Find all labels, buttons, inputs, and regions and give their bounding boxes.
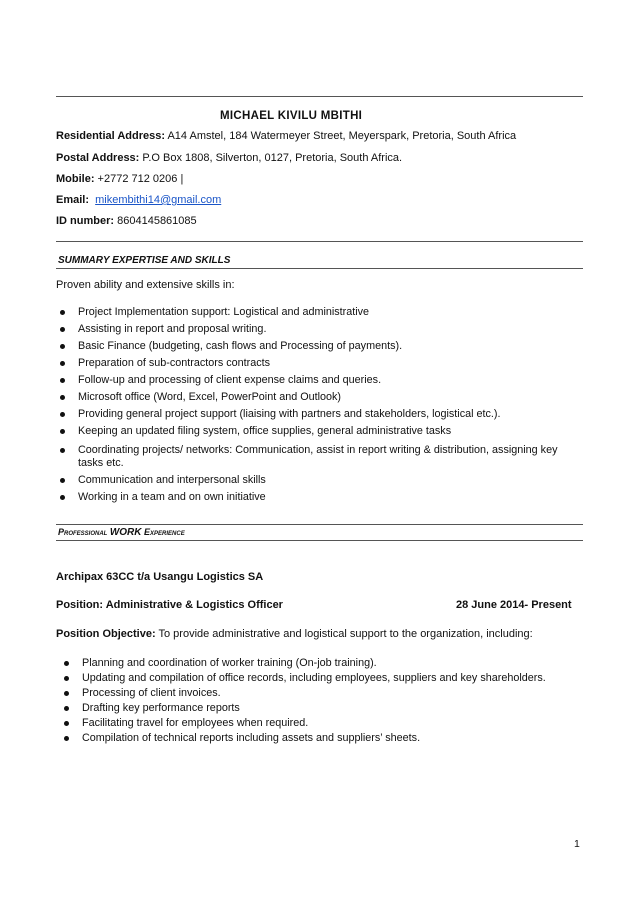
experience-heading: Professional WORK Experience [58,527,185,538]
email-label: Email: [56,194,90,206]
bullet-icon [60,478,65,483]
bullet-icon [60,361,65,366]
list-item: Drafting key performance reports [82,702,582,715]
mobile [56,173,183,185]
candidate-name: MICHAEL KIVILU MBITHI [220,110,363,122]
list-item: Updating and compilation of office records, including employees, suppliers and key shareholders. [82,672,582,685]
list-item: Compilation of technical reports including assets and suppliers’ sheets. [82,732,582,745]
residential-label: Residential Address: [56,130,166,142]
page-number: 1 [574,838,580,850]
bullet-icon [64,691,69,696]
list-item: Preparation of sub-contractors contracts [78,357,578,370]
mobile-value: +2772 712 0206 | [94,173,184,185]
postal-label: Postal Address: [56,152,140,164]
top-rule [56,96,583,97]
list-item: Microsoft office (Word, Excel, PowerPoint and Outlook) [78,391,578,404]
list-item: Facilitating travel for employees when required. [82,717,582,730]
list-item: Keeping an updated filing system, office supplies, general administrative tasks [78,425,578,438]
experience-rule-bottom [56,540,583,541]
bullet-icon [64,736,69,741]
summary-rule-top [56,241,583,242]
bullet-icon [60,448,65,453]
company-name: Archipax 63CC t/a Usangu Logistics SA [56,571,264,583]
bullet-icon [60,412,65,417]
objective-label: Position Objective: [56,628,156,640]
list-item: Processing of client invoices. [82,687,582,700]
id-value: 8604145861085 [114,215,197,227]
skills-list [78,306,578,504]
email [56,194,221,206]
experience-rule-top [56,524,583,525]
residential-address [56,130,516,142]
list-item: Communication and interpersonal skills [78,474,578,487]
mobile-label: Mobile: [56,173,95,185]
id-number [56,215,197,227]
bullet-icon [60,378,65,383]
list-item: Providing general project support (liaising with partners and stakeholders, logistical etc.). [78,408,578,421]
bullet-icon [64,676,69,681]
summary-rule-bottom [56,268,583,269]
email-link[interactable]: mikembithi14@gmail.com [95,194,222,206]
bullet-icon [64,721,69,726]
bullet-icon [60,327,65,332]
bullet-icon [60,310,65,315]
list-item: Working in a team and on own initiative [78,491,578,504]
position-date: 28 June 2014- Present [456,599,572,611]
list-item: Follow-up and processing of client expense claims and queries. [78,374,578,387]
residential-value: A14 Amstel, 184 Watermeyer Street, Meyerspark, Pretoria, South Africa [165,130,517,142]
id-label: ID number: [56,215,115,227]
bullet-icon [64,706,69,711]
summary-heading: SUMMARY EXPERTISE AND SKILLS [58,255,231,266]
duties-list [82,657,582,745]
bullet-icon [60,429,65,434]
postal-address [56,152,402,164]
bullet-icon [64,661,69,666]
bullet-icon [60,495,65,500]
bullet-icon [60,395,65,400]
summary-intro: Proven ability and extensive skills in: [56,279,235,291]
list-item: Assisting in report and proposal writing. [78,323,578,336]
position-objective [56,628,533,640]
list-item: Project Implementation support: Logistical and administrative [78,306,578,319]
postal-value: P.O Box 1808, Silverton, 0127, Pretoria, South Africa. [139,152,403,164]
objective-value: To provide administrative and logistical support to the organization, including: [155,628,533,640]
position-title: Position: Administrative & Logistics Officer [56,599,283,611]
list-item: Basic Finance (budgeting, cash flows and Processing of payments). [78,340,578,353]
list-item: Planning and coordination of worker training (On-job training). [82,657,582,670]
bullet-icon [60,344,65,349]
list-item: Coordinating projects/ networks: Communication, assist in report writing & distribution, assigning key tasks etc. [78,444,578,470]
